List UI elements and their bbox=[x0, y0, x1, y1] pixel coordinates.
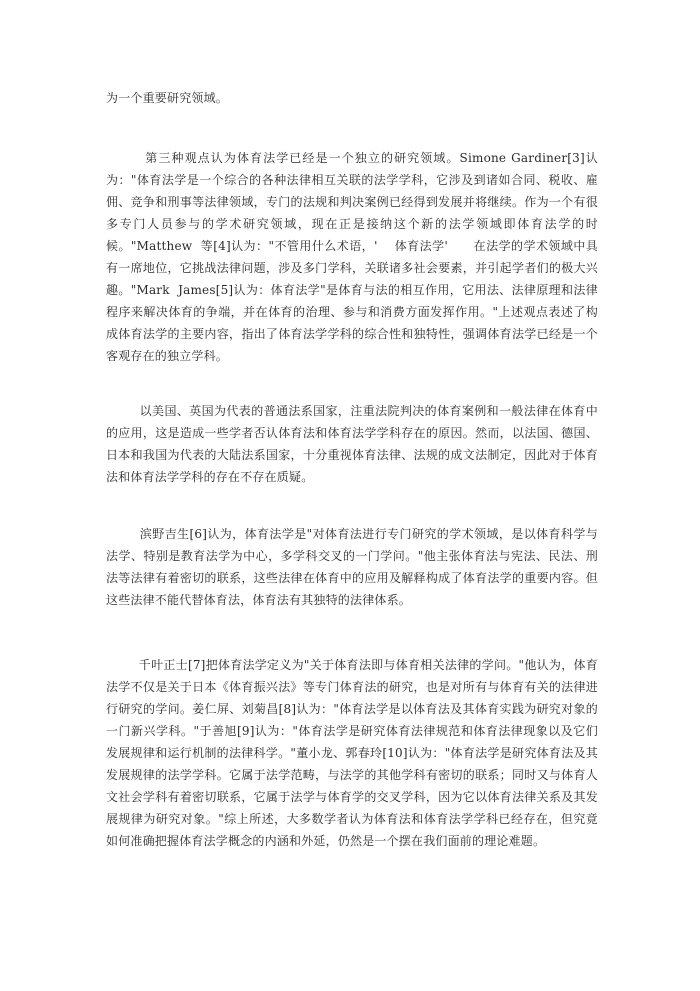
paragraph-legal-systems: 以美国、英国为代表的普通法系国家，注重法院判决的体育案例和一般法律在体育中的应用，这是造成一些学者否认体育法和体育法学学科存在的原因。然而，以法国、德国、日本和我国为代表的大陆法系国家，十分重视体育法律、法规的成文法制定，因此对于体育法和体育法学学科的存在不存在质疑。 bbox=[106, 404, 598, 484]
paragraph-hamano: 滨野吉生[6]认为，体育法学是"对体育法进行专门研究的学术领域，是以体育科学与法学、特别是教育法学为中心，多学科交叉的一门学问。"他主张体育法与宪法、民法、刑法等法律有着密切的联系，这些法律在体育中的应用及解释构成了体育法学的重要内容。但这些法律不能代替体育法，体育法有其独特的法律体系。 bbox=[106, 527, 598, 607]
paragraph-chiba: 千叶正士[7]把体育法学定义为"关于体育法即与体育相关法律的学问。"他认为，体育法学不仅是关于日本《体育振兴法》等专门体育法的研究，也是对所有与体育有关的法律进行研究的学问。姜仁屏、刘菊昌[8]认为："体育法学是以体育法及其体育实践为研究对象的一门新兴学科。"于善旭[9]认为："体育法学是研究体育法律规范和体育法律现象以及它们发展规律和运行机制的法律科学。"董小龙、郭春玲[10]认为："体育法学是研究体育法及其发展规律的法学学科。它属于法学范畴，与法学的其他学科有密切的联系；同时又与体育人文社会学科有着密切联系，它属于法学与体育学的交叉学科，因为它以体育法律关系及其发展规律为研究对象。"综上所述，大多数学者认为体育法和体育法学学科已经存在，但究竟如何准确把握体育法学概念的内涵和外延，仍然是一个摆在我们面前的理论难题。 bbox=[106, 658, 598, 848]
paragraph-third-view: 第三种观点认为体育法学已经是一个独立的研究领域。Simone Gardiner[3]认为："体育法学是一个综合的各种法律相互关联的法学学科，它涉及到诸如合同、税收、雇佣、竞争和刑事等法律领域，专门的法规和判决案例已经得到发展并将继续。作为一个有很多专门人员参与的学术研究领域，现在正是接纳这个新的法学领域即体育法学的时候。"Matthew 等[4]认为："不管用什么术语，' 体育法学' 在法学的学术领域中具有一席地位，它挑战法律问题，涉及多门学科，关联诸多社会要素，并引起学者们的极大兴趣。"Mark James[5]认为：体育法学"是体育与法的相互作用，它用法、法律原理和法律程序来解决体育的争端，并在体育的治理、参与和消费方面发挥作用。"上述观点表述了构成体育法学的主要内容，指出了体育法学学科的综合性和独特性，强调体育法学已经是一个客观存在的独立学科。 bbox=[106, 151, 598, 363]
paragraph-continuation: 为一个重要研究领域。 bbox=[106, 91, 229, 105]
